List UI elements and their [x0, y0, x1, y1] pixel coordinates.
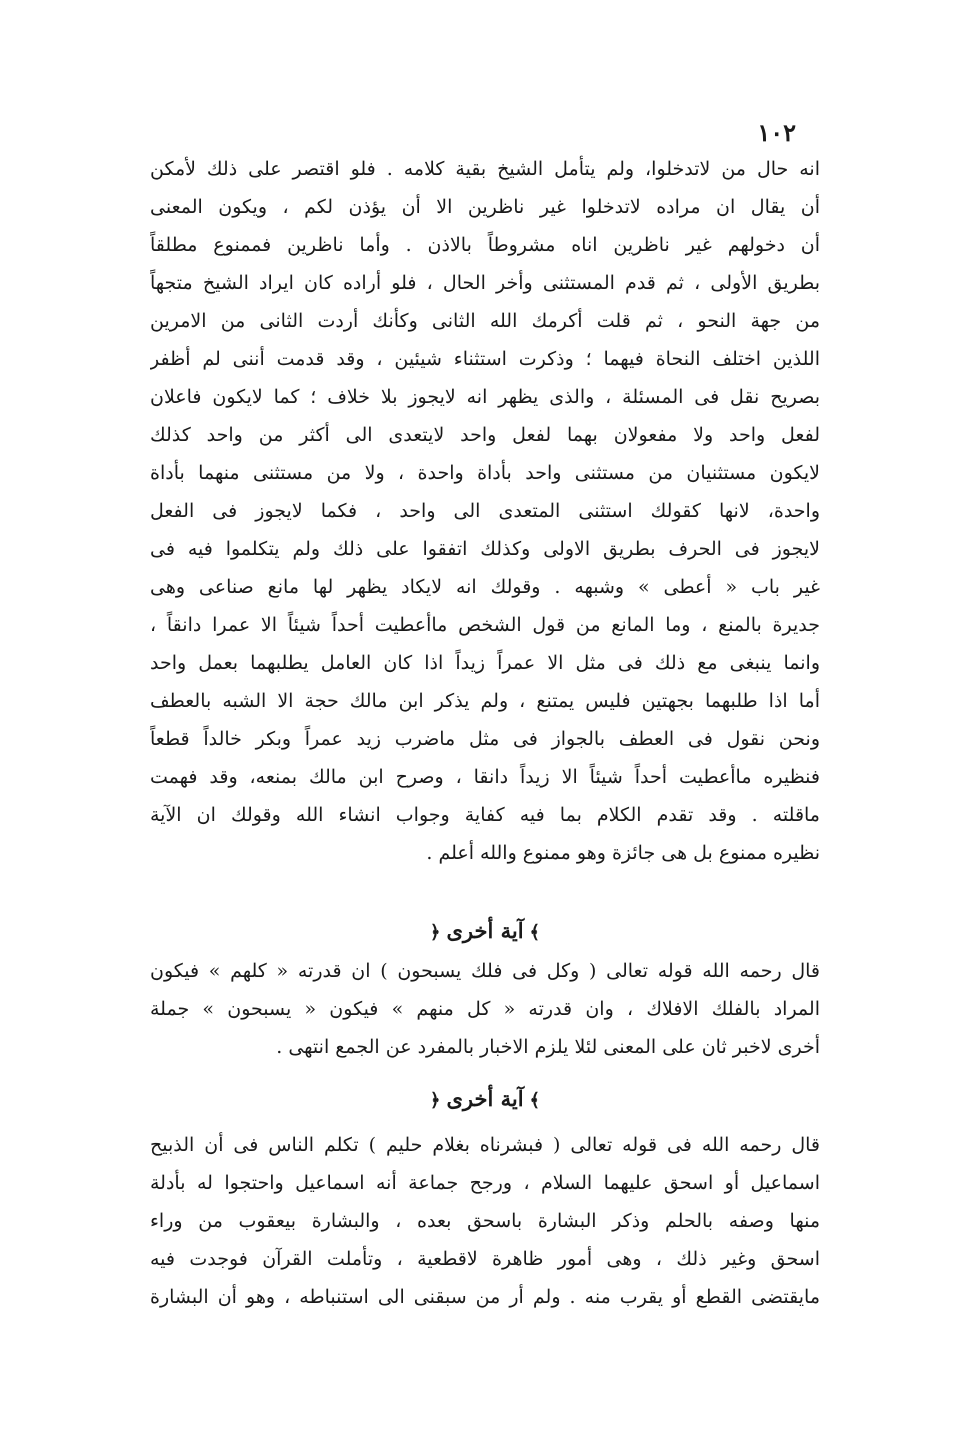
text-line: أما اذا طلبهما بجهتين فليس يمتنع ، ولم يذكر ابن مالك حجة الا الشبه بالعطف	[150, 690, 820, 712]
text-line: المراد بالفلك الافلاك ، وان قدرته « كل منهم » فيكون « يسبحون » جملة	[150, 998, 820, 1020]
text-line: مايقتضى القطع أو يقرب منه . ولم أر من سبقنى الى استنباطه ، وهو أن البشارة	[150, 1286, 820, 1308]
ornament-bracket-close: ﴿	[429, 922, 441, 943]
text-line: جديرة بالمنع ، وما المانع من قول الشخص ماأعطيت أحداً شيئاً الا عمرا دانقاً ،	[150, 614, 820, 636]
text-line: واحدة، لانها كقولك استثنى المتعدى الى واحد ، فكما لايجوز فى الفعل	[150, 500, 820, 522]
text-line: قال رحمه الله قوله تعالى ( وكل فى فلك يسبحون ) ان قدرته « كلهم » فيكون	[150, 960, 820, 982]
text-line: اللذين اختلف النحاة فيهما ؛ وذكرت استثناء شيئين ، وقد قدمت أننى لم أظفر	[150, 348, 820, 370]
text-line: قال رحمه الله فى قوله تعالى ( فبشرناه بغلام حليم ) تكلم الناس فى أن الذبيح	[150, 1134, 820, 1156]
section-heading-text: آية أخرى	[446, 918, 524, 943]
paragraph-main	[150, 150, 820, 872]
section-heading	[150, 1080, 820, 1118]
text-line: اسحق وغير ذلك ، وهى أمور ظاهرة لاقطعية ، وتأملت القرآن فوجدت فيه	[150, 1248, 820, 1270]
text-line: من جهة النحو ، ثم قلت أكرمك الله الثانى وكأنك أردت الثانى من الامرين	[150, 310, 820, 332]
paragraph-verse-2	[150, 1126, 820, 1316]
text-line: ماقلته . وقد تقدم الكلام بما فيه كفاية وجواب انشاء الله وقولك ان الآية	[150, 804, 820, 826]
text-line: نظيره ممنوع بل هى جائزة وهو ممنوع والله أعلم .	[426, 842, 820, 864]
ornament-bracket-open: ﴾	[529, 1090, 541, 1111]
text-line: اسماعيل أو اسحق عليهما السلام ، ورجح جماعة أنه اسماعيل واحتجوا له بأدلة	[150, 1172, 820, 1194]
text-line: لفعل واحد ولا مفعولان بهما لفعل واحد لايتعدى الى أكثر من واحد كذلك	[150, 424, 820, 446]
text-line: لايجوز فى الحرف بطريق الاولى وكذلك اتفقوا على ذلك ولم يتكلموا فيه فى	[150, 538, 820, 560]
text-line: لايكون مستثنيان من مستثنى واحد بأداة واحدة ، ولا من مستثنى منهما بأداة	[150, 462, 820, 484]
page-number: ١٠٢	[757, 118, 796, 147]
text-line: ونحن نقول فى العطف بالجواز فى مثل ماضرب زيد عمراً وبكر خالداً قطعاً	[150, 728, 820, 750]
text-line: فنظيره ماأعطيت أحداً شيئاً الا زيداً دانقا ، وصرح ابن مالك بمنعه، وقد فهمت	[150, 766, 820, 788]
text-line: انه حال من لاتدخلوا، ولم يتأمل الشيخ بقية كلامه . فلو اقتصر على ذلك لأمكن	[150, 158, 820, 180]
text-line: أن يقال ان مراده لاتدخلوا غير ناظرين الا أن يؤذن لكم ، ويكون المعنى	[150, 196, 820, 218]
text-line: بصريح نقل فى المسئلة ، والذى يظهر انه لايجوز بلا خلاف ؛ كما لايكون فاعلان	[150, 386, 820, 408]
text-line: أن دخولهم غير ناظرين اناه مشروطاً بالاذن . وأما ناظرين فممنوع مطلقاً	[150, 234, 820, 256]
section-heading-text: آية أخرى	[446, 1086, 524, 1111]
section-heading	[150, 912, 820, 950]
ornament-bracket-close: ﴿	[429, 1090, 441, 1111]
paragraph-verse-1	[150, 952, 820, 1066]
ornament-bracket-open: ﴾	[529, 922, 541, 943]
text-line: غير باب « أعطى » وشبهه . وقولك انه لايكاد يظهر لها مانع صناعى وهى	[150, 576, 820, 598]
text-line: منها وصفه بالحلم وذكر البشارة باسحق بعده ، والبشارة بيعقوب من وراء	[150, 1210, 820, 1232]
text-line: أخرى لاخبر ثان على المعنى لئلا يلزم الاخبار بالمفرد عن الجمع انتهى .	[276, 1036, 820, 1058]
text-line: وانما ينبغى مع ذلك فى مثل الا عمراً زيداً اذا كان العامل يطلبهما بعمل واحد	[150, 652, 820, 674]
text-line: بطريق الأولى ، ثم قدم المستثنى وأخر الحال ، فلو أراده كان ايراد الشيخ متجهاً	[150, 272, 820, 294]
